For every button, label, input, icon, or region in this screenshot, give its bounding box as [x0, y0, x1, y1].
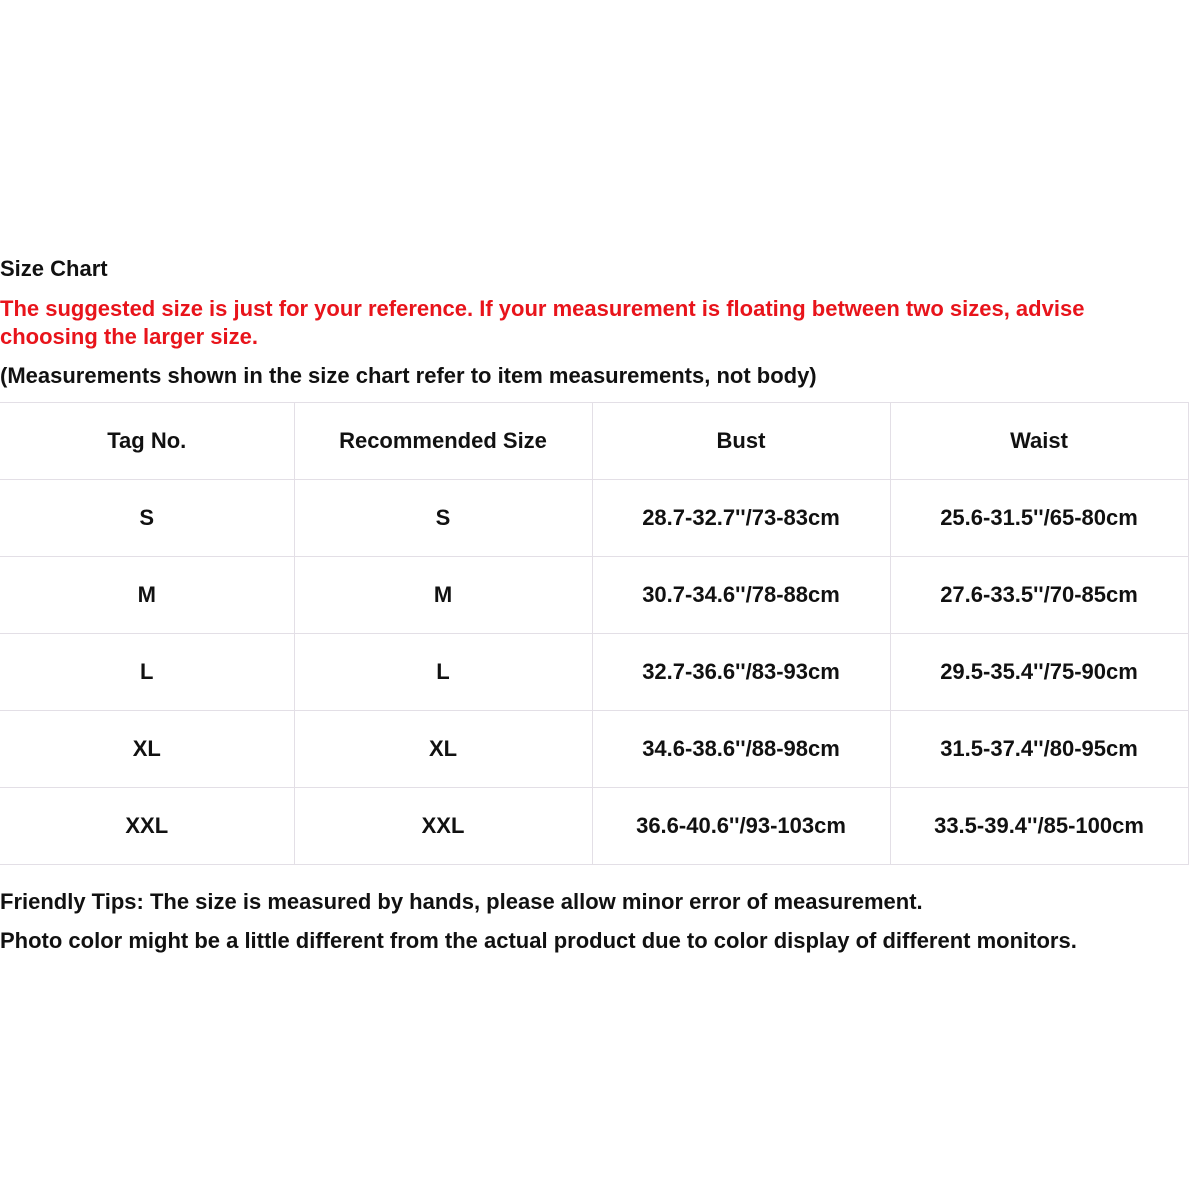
- table-row: [0, 711, 1188, 788]
- cell-waist: 29.5-35.4''/75-90cm: [890, 634, 1188, 711]
- cell-tag-no: M: [0, 557, 294, 634]
- cell-waist: 27.6-33.5''/70-85cm: [890, 557, 1188, 634]
- table-row: [0, 557, 1188, 634]
- table-row: [0, 788, 1188, 865]
- size-table: [0, 402, 1189, 865]
- friendly-tip: Friendly Tips: The size is measured by hands, please allow minor error of measurement.: [0, 889, 923, 914]
- cell-bust: 34.6-38.6''/88-98cm: [592, 711, 890, 788]
- cell-tag-no: XL: [0, 711, 294, 788]
- size-advice-notice: The suggested size is just for your reference. If your measurement is floating between two sizes, advise choosing the larger size.: [0, 296, 1085, 349]
- cell-waist: 25.6-31.5''/65-80cm: [890, 480, 1188, 557]
- cell-bust: 30.7-34.6''/78-88cm: [592, 557, 890, 634]
- header-bust: Bust: [592, 403, 890, 480]
- cell-recommended-size: L: [294, 634, 592, 711]
- cell-tag-no: XXL: [0, 788, 294, 865]
- table-row: [0, 634, 1188, 711]
- measurement-note: (Measurements shown in the size chart refer to item measurements, not body): [0, 363, 817, 388]
- cell-recommended-size: M: [294, 557, 592, 634]
- header-waist: Waist: [890, 403, 1188, 480]
- cell-waist: 31.5-37.4''/80-95cm: [890, 711, 1188, 788]
- cell-recommended-size: XXL: [294, 788, 592, 865]
- cell-recommended-size: S: [294, 480, 592, 557]
- cell-bust: 32.7-36.6''/83-93cm: [592, 634, 890, 711]
- cell-waist: 33.5-39.4''/85-100cm: [890, 788, 1188, 865]
- header-tag-no: Tag No.: [0, 403, 294, 480]
- cell-bust: 36.6-40.6''/93-103cm: [592, 788, 890, 865]
- cell-bust: 28.7-32.7''/73-83cm: [592, 480, 890, 557]
- page-title: Size Chart: [0, 256, 108, 281]
- photo-color-tip: Photo color might be a little different from the actual product due to color display of different monitors.: [0, 928, 1077, 953]
- cell-tag-no: L: [0, 634, 294, 711]
- cell-recommended-size: XL: [294, 711, 592, 788]
- cell-tag-no: S: [0, 480, 294, 557]
- header-recommended-size: Recommended Size: [294, 403, 592, 480]
- table-row: [0, 480, 1188, 557]
- table-header-row: [0, 403, 1188, 480]
